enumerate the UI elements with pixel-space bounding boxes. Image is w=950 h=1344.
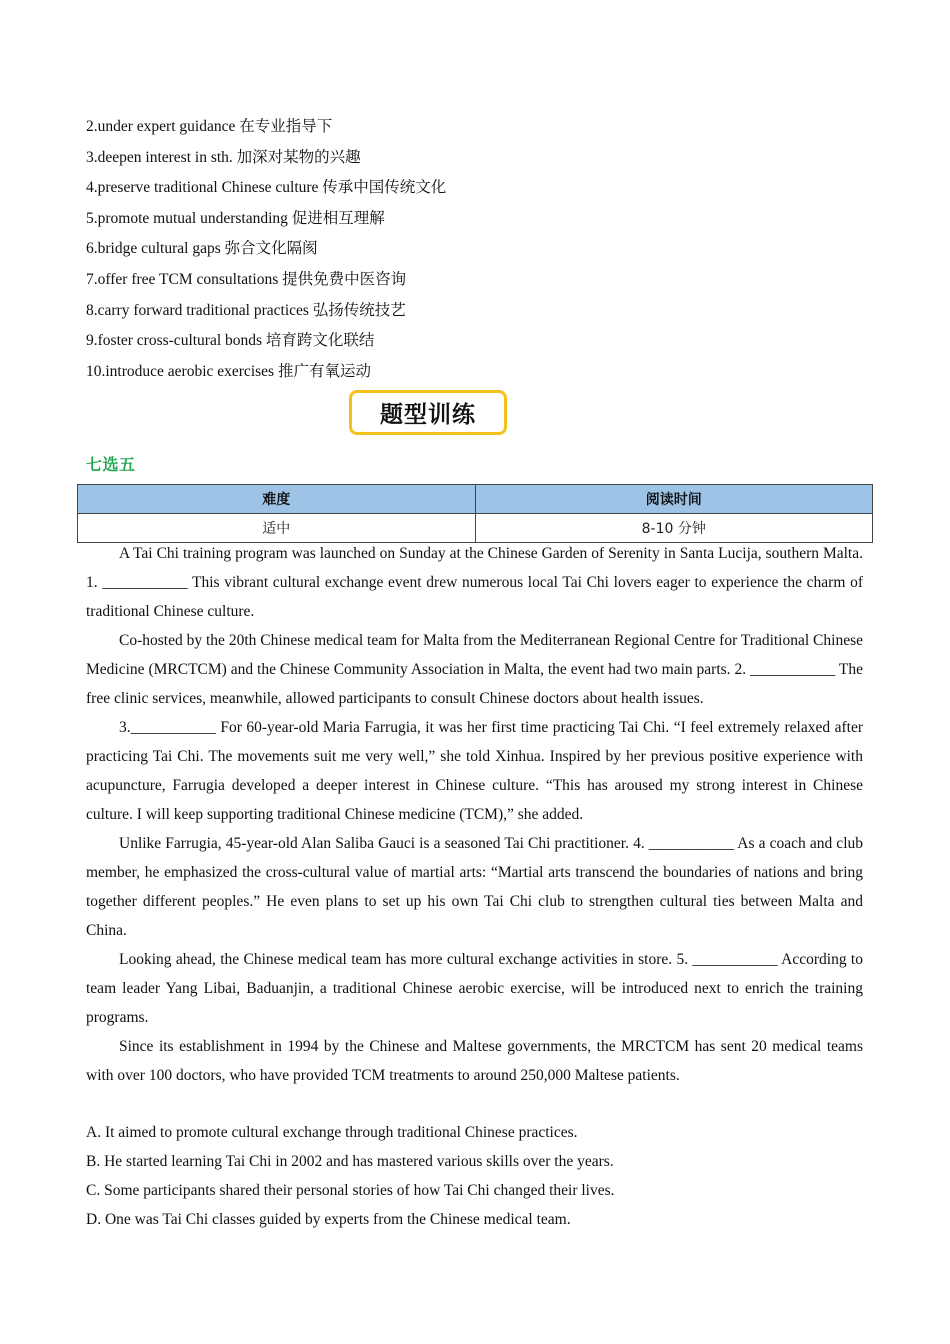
option-b: B. He started learning Tai Chi in 2002 and has mastered various skills over the years. (86, 1153, 614, 1170)
option-d: D. One was Tai Chi classes guided by experts from the Chinese medical team. (86, 1211, 571, 1228)
passage-paragraph: Unlike Farrugia, 45-year-old Alan Saliba Gauci is a seasoned Tai Chi practitioner. 4. ___________ As a coach and club member, he emphasized the cross-cultural value of martial arts: “Martial arts transcend the boundaries of nations and bring together different peoples.” He even plans to set up his own Tai Chi club to strengthen cultural ties between Malta and China. (86, 835, 863, 939)
answer-options (86, 1118, 863, 1234)
phrase-item: 7.offer free TCM consultations 提供免费中医咨询 (86, 270, 407, 288)
passage-paragraph: Since its establishment in 1994 by the Chinese and Maltese governments, the MRCTCM has sent 20 medical teams with over 100 doctors, who have provided TCM treatments to around 250,000 Maltese patients. (86, 1038, 863, 1084)
section-title: 题型训练 (380, 402, 476, 428)
difficulty-table (77, 484, 873, 543)
phrase-item: 2.under expert guidance 在专业指导下 (86, 118, 333, 135)
phrase-item: 9.foster cross-cultural bonds 培育跨文化联结 (86, 332, 375, 350)
phrase-item: 4.preserve traditional Chinese culture 传承中国传统文化 (86, 179, 447, 197)
phrase-item: 6.bridge cultural gaps 弥合文化隔阂 (86, 240, 318, 258)
section-title-box (349, 390, 507, 435)
phrase-item: 8.carry forward traditional practices 弘扬传统技艺 (86, 301, 406, 319)
table-cell-reading-time: 8-10 分钟 (475, 514, 873, 543)
phrase-item: 3.deepen interest in sth. 加深对某物的兴趣 (86, 148, 361, 166)
reading-passage (86, 539, 863, 1090)
phrase-list (86, 112, 866, 387)
passage-paragraph: Looking ahead, the Chinese medical team has more cultural exchange activities in store. 5. ___________ According to team leader Yang Libai, Baduanjin, a traditional Chinese aerobic exercise, will be introduced next to enrich the training programs. (86, 951, 863, 1026)
table-header-reading-time: 阅读时间 (475, 485, 873, 514)
phrase-item: 10.introduce aerobic exercises 推广有氧运动 (86, 362, 371, 380)
table-header-row (78, 485, 873, 514)
passage-paragraph: 3.___________ For 60-year-old Maria Farrugia, it was her first time practicing Tai Chi. “I feel extremely relaxed after practicing Tai Chi. The movements suit me very well,” she told Xinhua. Inspired by her previous positive experience with acupuncture, Farrugia developed a deeper interest in Chinese culture. “This has aroused my strong interest in Chinese culture. I will keep supporting traditional Chinese medicine (TCM),” she added. (86, 719, 863, 823)
option-a: A. It aimed to promote cultural exchange through traditional Chinese practices. (86, 1124, 578, 1141)
table-header-difficulty: 难度 (78, 485, 476, 514)
table-cell-difficulty: 适中 (78, 514, 476, 543)
phrase-item: 5.promote mutual understanding 促进相互理解 (86, 209, 385, 227)
option-c: C. Some participants shared their personal stories of how Tai Chi changed their lives. (86, 1182, 615, 1199)
passage-paragraph: A Tai Chi training program was launched on Sunday at the Chinese Garden of Serenity in Santa Lucija, southern Malta. 1. ___________ This vibrant cultural exchange event drew numerous local Tai Chi lovers eager to experience the charm of traditional Chinese culture. (86, 545, 863, 620)
passage-paragraph: Co-hosted by the 20th Chinese medical team for Malta from the Mediterranean Regional Centre for Traditional Chinese Medicine (MRCTCM) and the Chinese Community Association in Malta, the event had two main parts. 2. ___________ The free clinic services, meanwhile, allowed participants to consult Chinese doctors about health issues. (86, 632, 863, 707)
exercise-type-heading: 七选五 (86, 455, 136, 474)
